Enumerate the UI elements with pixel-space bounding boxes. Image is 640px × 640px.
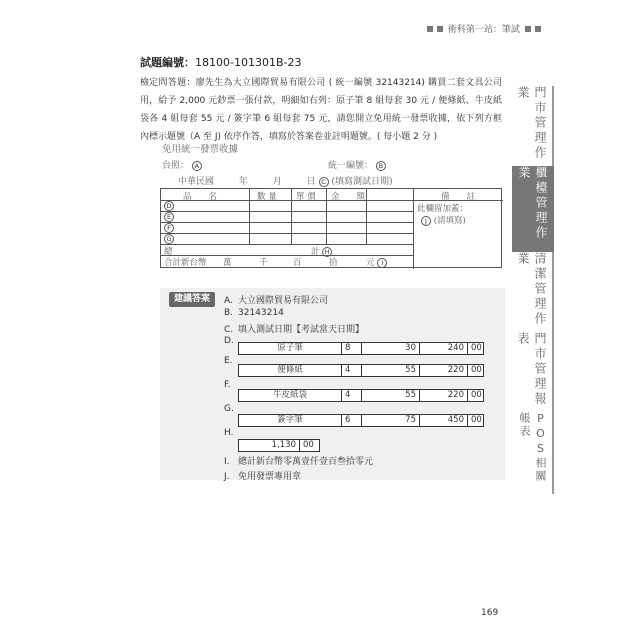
answer-b: B. 32143214: [224, 308, 284, 318]
answer-d-qty: 8: [341, 343, 361, 354]
answer-h-table: [238, 439, 320, 452]
answer-d-letter: D.: [224, 336, 234, 346]
answer-j: J. 免用發票專用章: [224, 472, 302, 482]
col-header-remark: 備 註: [441, 192, 476, 202]
answer-e-table: [238, 364, 484, 377]
marker-a: A: [192, 161, 202, 171]
date-note: (填寫測試日期): [331, 177, 393, 187]
marker-e: E: [164, 212, 174, 222]
marker-c: C: [319, 177, 329, 187]
answer-e-price: 55: [361, 365, 419, 376]
answer-f-letter: F.: [224, 380, 231, 390]
square-bullet-icon: [535, 26, 541, 32]
marker-j: J: [421, 216, 431, 226]
side-tab-cleaning-management[interactable]: 清潔管理作業: [512, 252, 554, 332]
side-tab-pos-reports[interactable]: POS相關帳表: [512, 412, 554, 494]
date-month: 月: [272, 177, 282, 187]
answer-g-item: 簽字筆: [277, 415, 303, 425]
receipt-table: [160, 188, 502, 268]
sum-unit-qian: 千: [259, 258, 268, 268]
remark-label: 此欄留加蓋：: [417, 204, 469, 214]
answer-h-cents: 00: [299, 440, 319, 451]
answer-g-qty: 6: [341, 415, 361, 426]
answer-h-amount: 1,130: [271, 440, 296, 450]
marker-f: F: [164, 223, 174, 233]
receipt-form: [160, 141, 502, 271]
square-bullet-icon: [525, 26, 531, 32]
answer-section-background: [160, 288, 505, 480]
answer-d-amount: 240: [419, 343, 467, 354]
sum-unit-shi: 拾: [329, 258, 338, 268]
square-bullet-icon: [427, 26, 433, 32]
answer-e-amount: 220: [419, 365, 467, 376]
col-header-price: 單 價: [296, 192, 316, 202]
col-header-amount: 金 額: [331, 192, 366, 202]
answer-f-price: 55: [361, 390, 419, 401]
receipt-date-row: [178, 174, 392, 187]
question-code-label: 試題編號：: [140, 56, 195, 69]
answer-e-cents: 00: [467, 365, 483, 376]
remark-note: (請填寫): [433, 216, 466, 226]
answer-g-letter: G.: [224, 404, 234, 414]
side-tab-counter-management[interactable]: 櫃檯管理作業: [512, 166, 554, 252]
answer-g-amount: 450: [419, 415, 467, 426]
sum-unit-bai: 百: [293, 258, 302, 268]
tax-id-label: 統一編號：: [328, 161, 374, 171]
running-header-text: 術科第一站：筆試: [447, 25, 520, 35]
answer-d-table: [238, 342, 484, 355]
marker-b: B: [376, 161, 386, 171]
answer-c: C. 填入測試日期【考試當天日期】: [224, 325, 365, 335]
date-day: 日: [306, 177, 316, 187]
answer-d-cents: 00: [467, 343, 483, 354]
answer-f-cents: 00: [467, 390, 483, 401]
receipt-taxid-row: [328, 158, 386, 171]
answer-a: A. 大立國際貿易有限公司: [224, 296, 329, 306]
sum-unit-wan: 萬: [223, 258, 232, 268]
date-year: 年: [238, 177, 248, 187]
answer-e-item: 便條紙: [277, 365, 303, 375]
side-tab-store-management[interactable]: 門市管理作業: [512, 86, 554, 166]
answer-e-qty: 4: [341, 365, 361, 376]
answer-g-cents: 00: [467, 415, 483, 426]
receipt-buyer-row: [162, 158, 202, 171]
page-number: 169: [481, 608, 499, 618]
date-prefix: 中華民國: [178, 177, 215, 187]
suggested-answer-badge: 建議答案: [169, 292, 215, 307]
question-code: [140, 54, 301, 70]
total-left-label: 總: [164, 247, 173, 257]
answer-d-item: 原子筆: [277, 343, 303, 353]
marker-d: D: [164, 201, 174, 211]
sum-unit-yuan-row: [366, 256, 387, 268]
buyer-label: 台照：: [162, 161, 190, 171]
remark-row: [421, 214, 466, 226]
sum-label: 合計新台幣: [164, 258, 207, 268]
answer-f-item: 牛皮紙袋: [272, 390, 307, 400]
answer-d-price: 30: [361, 343, 419, 354]
answer-g-table: [238, 414, 484, 427]
running-header: [425, 22, 543, 35]
col-header-item: 品 名: [183, 192, 218, 202]
answer-h-letter: H.: [224, 428, 234, 438]
total-right-label: 計: [311, 247, 320, 257]
receipt-heading: 免用統一發票收據: [162, 144, 239, 155]
answer-i: I. 總計新台幣零萬壹仟壹百叁拾零元: [224, 457, 374, 467]
col-header-qty: 數 量: [257, 192, 277, 202]
answer-f-table: [238, 389, 484, 402]
question-code-value: 18100-101301B-23: [195, 56, 302, 69]
answer-f-amount: 220: [419, 390, 467, 401]
side-tab-store-reports[interactable]: 門市管理報表: [512, 332, 554, 412]
marker-h: H: [322, 247, 332, 257]
answer-f-qty: 4: [341, 390, 361, 401]
answer-g-price: 75: [361, 415, 419, 426]
question-text: 檢定問答題：廖先生為大立國際貿易有限公司 ( 統一編號 32143214) 購買二套文具公司用，給予 2,000 元鈔票一張付款，明細如右列：原子筆 8 組每套 30 元 / 便條紙、牛皮紙袋各 4 組每套 55 元 / 簽字筆 6 組每套 75 元，請您開立免用統一發票收據，依下列方框內標示題號（A 至 J) 依序作答，填寫於答案卷並註明題號。( 每小題 2 分 ): [140, 78, 502, 142]
square-bullet-icon: [437, 26, 443, 32]
answer-e-letter: E.: [224, 356, 233, 366]
sum-unit-yuan: 元: [366, 258, 375, 268]
marker-g: G: [164, 234, 174, 244]
marker-i: I: [377, 258, 387, 268]
